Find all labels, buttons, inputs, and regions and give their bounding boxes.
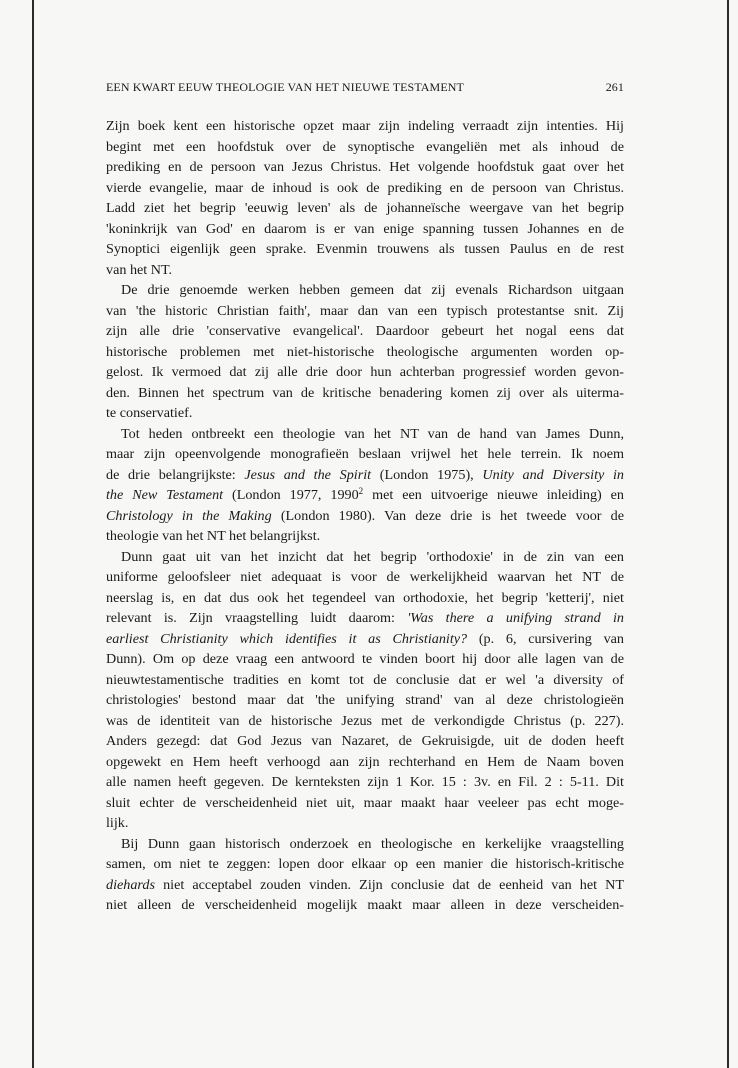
- text-line: [106, 465, 624, 486]
- text-line: nieuwtestamentische tradities en komt tot de conclusie dat er wel 'a diversity of: [106, 671, 624, 688]
- text-line: De drie genoemde werken hebben gemeen dat zij evenals Richardson uitgaan: [121, 282, 624, 298]
- text-line: Dunn gaat uit van het inzicht dat het begrip 'orthodoxie' in de zin van een: [121, 548, 624, 565]
- text-line: Dunn). Om op deze vraag een antwoord te vinden boort hij door alle lagen van de: [106, 651, 624, 667]
- text-line: Synoptici eigenlijk geen sprake. Evenmin trouwens als tussen Paulus en de rest: [106, 241, 624, 257]
- text-line: Tot heden ontbreekt een theologie van het NT van de hand van James Dunn,: [121, 425, 624, 442]
- text-line: opgewekt en Hem heeft verhoogd aan zijn rechterhand en Hem de Naam boven: [106, 753, 624, 770]
- text-line: maar zijn opeenvolgende monografieën beslaan vrijwel het hele terrein. Ik noem: [106, 446, 624, 462]
- page-header: [106, 80, 624, 98]
- paragraph-2: [106, 280, 624, 424]
- text-line: samen, om niet te zeggen: lopen door elkaar op een manier die historisch-kritische: [106, 856, 624, 872]
- page-edge-right: [727, 0, 729, 1068]
- text-run: met een uitvoerige nieuwe inleiding) en: [363, 487, 624, 503]
- superscript: 2: [358, 486, 364, 496]
- text-line: van het NT.: [106, 261, 173, 278]
- text-line: prediking en de persoon van Jezus Christus. Het volgende hoofdstuk gaat over het: [106, 159, 624, 175]
- paragraph-5: [106, 834, 624, 916]
- text-line: [106, 506, 624, 527]
- text-run: relevant is. Zijn vraagstelling luidt daarom:: [106, 610, 408, 626]
- text-line: christologies' bestond maar dat 'the unifying strand' van al deze christologieën: [106, 692, 624, 708]
- page-number: 261: [605, 80, 624, 94]
- text-line: Anders gezegd: dat God Jezus van Nazaret, de Gekruisigde, uit de doden heeft: [106, 733, 624, 749]
- text-line: uniforme geloofsleer niet adequaat is voor de werkelijkheid waarvan het NT de: [106, 569, 624, 585]
- text-line: historische problemen met niet-historische theologische argumenten worden op-: [106, 343, 624, 360]
- text-line: [106, 875, 624, 896]
- text-line: lijk.: [106, 815, 129, 831]
- running-head: EEN KWART EEUW THEOLOGIE VAN HET NIEUWE TESTAMENT: [106, 80, 464, 94]
- book-title: the New Testament: [106, 487, 224, 503]
- text-line: zijn alle drie 'conservative evangelical'. Daardoor gebeurt het nogal eens dat: [106, 323, 624, 339]
- text-line: Zijn boek kent een historische opzet maar zijn indeling verraadt zijn intenties. Hij: [106, 118, 624, 134]
- book-title: Unity and Diversity in: [482, 466, 624, 483]
- quoted-question: earliest Christianity which identifies it as Christianity?: [106, 630, 468, 647]
- page-edge-left: [32, 0, 34, 1068]
- text-line: gelost. Ik vermoed dat zij alle drie door hun achterban progressief worden gevon-: [106, 364, 624, 380]
- text-run: (p. 6, cursivering van: [467, 630, 624, 647]
- text-line: begint met een hoofdstuk over de synoptische evangeliën met als inhoud de: [106, 138, 624, 155]
- text-line: [106, 608, 624, 629]
- book-title: Christology in the Making: [106, 507, 272, 524]
- text-run: de drie belangrijkste:: [106, 466, 245, 483]
- text-line: [106, 629, 624, 650]
- text-line: 'koninkrijk van God' en daarom is er van enige spanning tussen Johannes en de: [106, 220, 624, 237]
- text-run: (London 1977, 1990: [223, 487, 359, 503]
- text-line: theologie van het NT het belangrijkst.: [106, 528, 321, 544]
- text-line: niet alleen de verscheidenheid mogelijk maakt maar alleen in deze verscheiden-: [106, 897, 624, 913]
- paragraph-1: [106, 116, 624, 280]
- text-line: alle namen heeft gegeven. De kernteksten zijn 1 Kor. 15 : 3v. en Fil. 2 : 5-11. Dit: [106, 774, 624, 790]
- paragraph-4: [106, 547, 624, 834]
- text-line: van 'the historic Christian faith', maar dan van een typisch protestantse snit. Zij: [106, 302, 624, 319]
- text-run: niet acceptabel zouden vinden. Zijn conclusie dat de eenheid van het NT: [154, 876, 624, 893]
- quoted-question: 'Was there a unifying strand in: [407, 610, 625, 626]
- text-run: (London 1975),: [371, 466, 483, 483]
- body-text: [106, 116, 624, 916]
- text-line: vierde evangelie, maar de inhoud is ook de prediking en de persoon van Christus.: [106, 179, 624, 196]
- text-line: Bij Dunn gaan historisch onderzoek en theologische en kerkelijke vraagstelling: [121, 835, 624, 852]
- emphasis-term: diehards: [106, 876, 155, 893]
- text-line: [106, 485, 624, 506]
- text-line: te conservatief.: [106, 405, 193, 421]
- text-run: (London 1980). Van deze drie is het tweede voor de: [271, 507, 624, 524]
- text-line: was de identiteit van de historische Jezus met de verkondigde Christus (p. 227).: [106, 712, 624, 729]
- paragraph-3: [106, 424, 624, 547]
- text-line: neerslag is, en dat dus ook het tegendeel van orthodoxie, het begrip 'ketterij', niet: [106, 589, 624, 606]
- text-line: sluit echter de verscheidenheid niet uit, maar maakt haar veeleer pas echt moge-: [106, 794, 624, 811]
- text-line: den. Binnen het spectrum van de kritische benadering komen zij over als uiterma-: [106, 384, 624, 401]
- text-line: Ladd ziet het begrip 'eeuwig leven' als de johanneïsche weergave van het begrip: [106, 200, 624, 216]
- book-title: Jesus and the Spirit: [244, 466, 372, 483]
